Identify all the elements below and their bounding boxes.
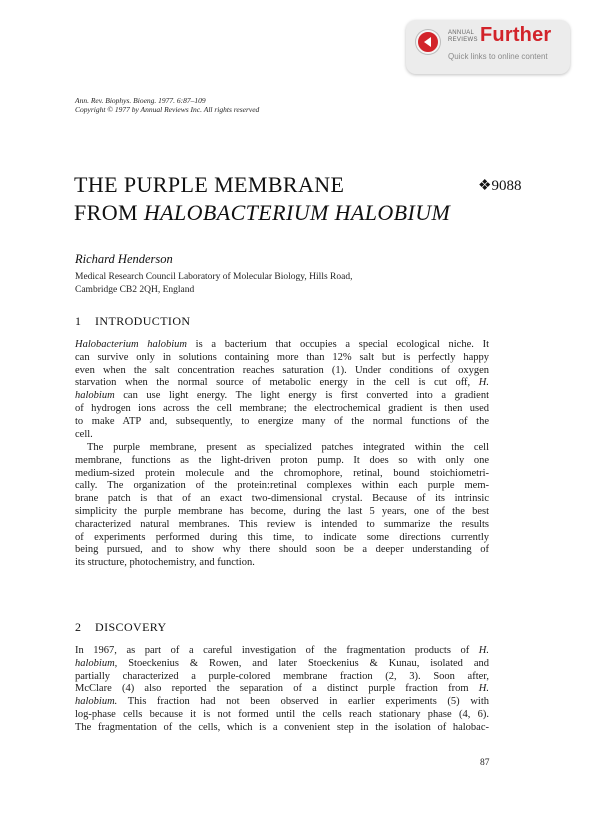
text-line: characterized natural membranes. This review is intended to summarize the results <box>75 518 489 530</box>
text-line <box>75 645 489 658</box>
italic-text: H. <box>478 683 489 695</box>
italic-text: Halobacterium halobium <box>75 339 187 350</box>
citation-line-2: Copyright © 1977 by Annual Reviews Inc. All rights reserved <box>75 105 260 114</box>
text-line: to make ATP and, subsequently, to energize many of the normal functions of the <box>75 415 489 427</box>
text-span: In 1967, as part of a careful investigation of the fragmentation products of <box>75 645 479 656</box>
text-line: being pursued, and to show why there should soon be a deeper understanding of <box>75 544 489 556</box>
badge-annual: ANNUAL <box>448 30 475 36</box>
italic-text: halobium, <box>75 657 118 669</box>
title-line-2-prefix: FROM <box>74 200 144 225</box>
text-line: simplicity the purple membrane has become, during the last 5 years, one of the best <box>75 505 489 517</box>
title-line-2 <box>74 199 450 227</box>
text-line <box>75 390 489 403</box>
text-line: The purple membrane, present as specialized patches integrated within the cell <box>87 442 489 453</box>
affiliation-line-1: Medical Research Council Laboratory of Molecular Biology, Hills Road, <box>75 272 353 282</box>
text-line: of hydrogen ions across the cell membrane; the electrochemical gradient is then used <box>75 402 489 414</box>
text-span: starvation when the normal source of metabolic energy in the cell is cut off, <box>75 377 479 389</box>
badge-further: Further <box>480 24 552 46</box>
further-badge[interactable] <box>406 20 570 74</box>
discovery-paragraph-1 <box>75 645 489 735</box>
title-line-1: THE PURPLE MEMBRANE <box>74 172 345 197</box>
text-line: The fragmentation of the cells, which is a convenient step in the isolation of halobac- <box>75 721 489 733</box>
text-line: cell. <box>75 428 93 440</box>
citation-line-1: Ann. Rev. Biophys. Bioeng. 1977. 6:87–109 <box>75 96 206 105</box>
play-back-icon <box>422 36 434 48</box>
section-title: DISCOVERY <box>95 620 167 634</box>
title-line-2-italic: HALOBACTERIUM HALOBIUM <box>143 200 451 225</box>
intro-paragraph-2 <box>75 442 489 570</box>
text-line: log-phase cells because it is not formed until the cells reach stationary phase (4, 6). <box>75 708 489 720</box>
italic-text: H. <box>478 377 489 389</box>
text-line <box>75 696 489 709</box>
text-line <box>75 658 489 671</box>
page-number: 87 <box>480 758 490 768</box>
author-affiliation <box>75 271 352 296</box>
text-line: its structure, photochemistry, and function. <box>75 557 255 569</box>
annual-reviews-logo-icon <box>416 30 440 54</box>
italic-text: H. <box>478 645 489 656</box>
text-span: can use light energy. The light energy is first converted into a gradient <box>114 390 489 402</box>
italic-text: halobium. <box>75 696 118 708</box>
text-line: even when the salt concentration reaches saturation (1). Under conditions of oxygen <box>75 364 489 376</box>
section-heading-introduction <box>75 314 190 329</box>
text-line: brane patch is that of an exact two-dimensional crystal. Because of its intrinsic <box>75 493 489 505</box>
section-number: 1 <box>75 314 82 328</box>
text-line: partially characterized a purple-colored membrane fraction (2, 3). Soon after, <box>75 670 489 682</box>
text-line: of experiments performed during this time, to indicate some directions currently <box>75 531 489 543</box>
italic-text: halobium <box>75 390 115 402</box>
text-line: medium-sized protein molecule and the chromophore, retinal, bound stoichiometri- <box>75 467 489 479</box>
section-heading-discovery <box>75 620 167 635</box>
text-span: is a bacterium that occupies a special ecological niche. It <box>186 339 489 350</box>
citation <box>75 96 259 114</box>
affiliation-line-2: Cambridge CB2 2QH, England <box>75 284 195 295</box>
text-span: Stoeckenius & Rowen, and later Stoeckenius & Kunau, isolated and <box>117 657 489 669</box>
text-line: can survive only in solutions containing more than 12% salt but is perfectly happy <box>75 351 489 363</box>
text-line <box>75 683 489 696</box>
article-code: ❖9088 <box>478 178 522 194</box>
text-line <box>75 339 489 352</box>
section-number: 2 <box>75 620 82 634</box>
section-title: INTRODUCTION <box>95 314 191 328</box>
badge-reviews: REVIEWS <box>448 37 478 43</box>
text-line: membrane, functions as the light-driven proton pump. It does so with only one <box>75 454 489 466</box>
text-span: McClare (4) also reported the separation of a distinct purple fraction from <box>75 683 479 695</box>
text-line: cally. The organization of the protein:retinal complexes within each purple mem- <box>75 480 489 492</box>
author-name: Richard Henderson <box>75 252 173 266</box>
badge-subtitle: Quick links to online content <box>448 52 548 61</box>
article-title <box>74 171 450 227</box>
intro-paragraph-1 <box>75 339 489 441</box>
annual-reviews-wordmark <box>448 30 478 44</box>
text-line <box>75 377 489 390</box>
text-span: This fraction had not been observed in earlier experiments (5) with <box>117 696 489 708</box>
